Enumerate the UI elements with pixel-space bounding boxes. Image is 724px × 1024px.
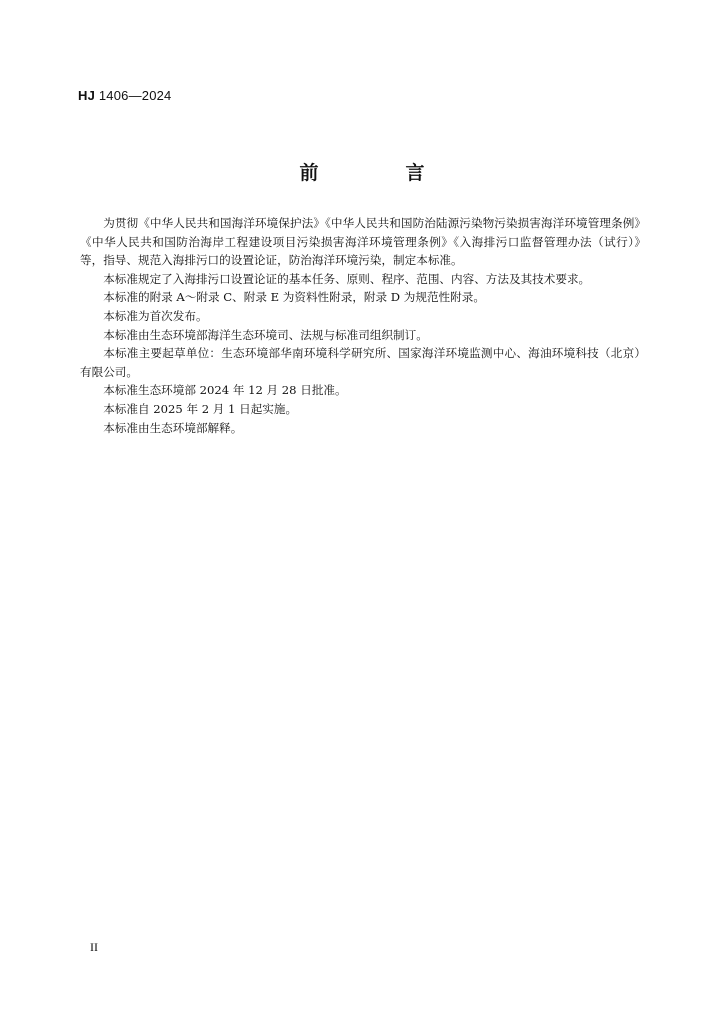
paragraph-organizer: 本标准由生态环境部海洋生态环境司、法规与标准司组织制订。 xyxy=(103,327,428,342)
paragraph-first-release: 本标准为首次发布。 xyxy=(103,308,208,323)
paragraph-appendices: 本标准的附录 A～附录 C、附录 E 为资料性附录，附录 D 为规范性附录。 xyxy=(103,290,485,305)
page-title: 前 言 xyxy=(299,162,459,184)
paragraph-effective-date: 本标准自 2025 年 2 月 1 日起实施。 xyxy=(103,401,298,416)
standard-code xyxy=(78,88,171,103)
paragraph-drafters: 本标准主要起草单位：生态环境部华南环境科学研究所、国家海洋环境监测中心、海油环境科技（北京）有限公司。 xyxy=(80,346,646,379)
paragraph-approval: 本标准生态环境部 2024 年 12 月 28 日批准。 xyxy=(103,383,347,398)
standard-number: 1406—2024 xyxy=(98,88,172,103)
paragraph-interpretation: 本标准由生态环境部解释。 xyxy=(103,420,243,435)
paragraph-scope: 本标准规定了入海排污口设置论证的基本任务、原则、程序、范围、内容、方法及其技术要求。 xyxy=(103,271,591,286)
paragraph-purpose: 为贯彻《中华人民共和国海洋环境保护法》《中华人民共和国防治陆源污染物污染损害海洋环境管理条例》《中华人民共和国防治海岸工程建设项目污染损害海洋环境管理条例》《入海排污口监督管理办法（试行）》等，指导、规范入海排污口的设置论证，防治海洋环境污染，制定本标准。 xyxy=(80,216,646,268)
standard-prefix: HJ xyxy=(78,88,96,103)
foreword-body xyxy=(80,214,646,437)
page-number: II xyxy=(90,940,98,954)
